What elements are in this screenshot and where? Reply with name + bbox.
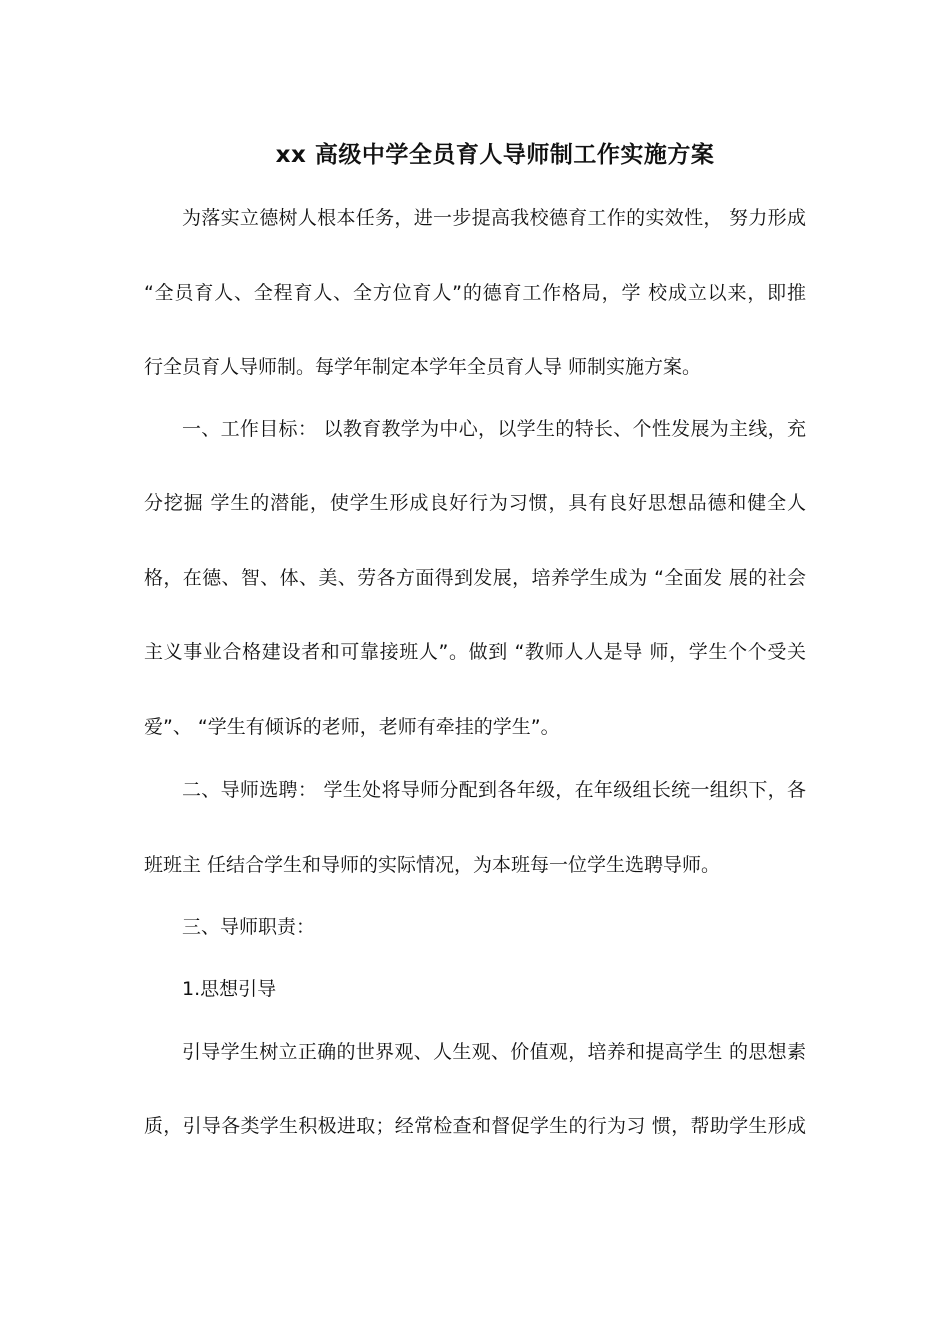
- section-heading: 三、导师职责：: [182, 916, 316, 938]
- paragraph-line: 格，在德、智、体、美、劳各方面得到发展，培养学生成为 “全面发 展的社会: [144, 567, 806, 589]
- paragraph-line: 质，引导各类学生积极进取；经常检查和督促学生的行为习 惯，帮助学生形成: [144, 1115, 806, 1137]
- subsection-heading: 1.思想引导: [182, 978, 277, 1000]
- document-title: xx 高级中学全员育人导师制工作实施方案: [275, 142, 715, 168]
- paragraph-line: 为落实立德树人根本任务，进一步提高我校德育工作的实效性， 努力形成: [182, 207, 806, 229]
- paragraph-line: 二、导师选聘： 学生处将导师分配到各年级，在年级组长统一组织下，各: [182, 779, 806, 801]
- paragraph-line: 一、工作目标： 以教育教学为中心，以学生的特长、个性发展为主线，充: [182, 418, 806, 440]
- paragraph-line: 引导学生树立正确的世界观、人生观、价值观，培养和提高学生 的思想素: [182, 1041, 806, 1063]
- paragraph-line: 爱”、 “学生有倾诉的老师，老师有牵挂的学生”。: [144, 716, 560, 738]
- paragraph-line: “全员育人、全程育人、全方位育人”的德育工作格局，学 校成立以来，即推: [144, 282, 806, 304]
- paragraph-line: 班班主 任结合学生和导师的实际情况，为本班每一位学生选聘导师。: [144, 854, 721, 876]
- paragraph-line: 主义事业合格建设者和可靠接班人”。做到 “教师人人是导 师，学生个个受关: [144, 641, 806, 663]
- paragraph-line: 分挖掘 学生的潜能，使学生形成良好行为习惯，具有良好思想品德和健全人: [144, 492, 806, 514]
- paragraph-line: 行全员育人导师制。每学年制定本学年全员育人导 师制实施方案。: [144, 356, 702, 378]
